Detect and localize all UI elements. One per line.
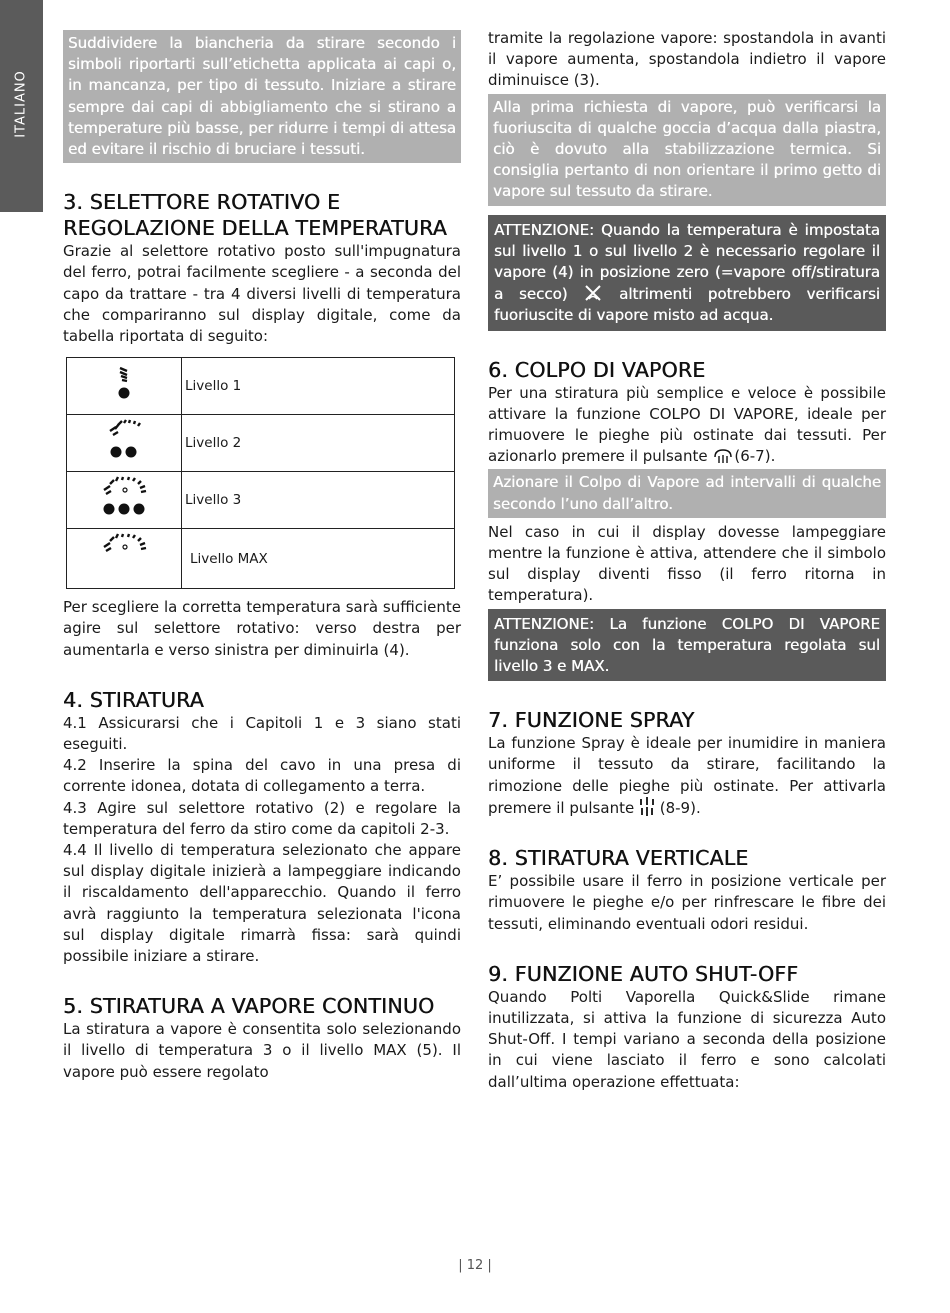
temp-level-2-icon xyxy=(104,419,144,463)
warning-text-a: ATTENZIONE: Quando la temperatura è impostata sul livello 1 o sul livello 2 è necessario regolare il vapore (4) in posizione zero (=vapore off/stiratura a secco) xyxy=(494,220,880,304)
section-8-paragraph: E’ possibile usare il ferro in posizione verticale per rimuovere le pieghe e/o per rinfrescare le fibre dei tessuti, eliminando eventuali odori residui. xyxy=(488,872,886,933)
temp-level-1-icon xyxy=(109,366,139,402)
temp-level-3-icon xyxy=(100,476,148,520)
right-column xyxy=(488,28,886,1093)
section-8-title: 8. STIRATURA VERTICALE xyxy=(488,846,749,871)
section-9-title: 9. FUNZIONE AUTO SHUT-OFF xyxy=(488,961,799,986)
section-5-title: 5. STIRATURA A VAPORE CONTINUO xyxy=(63,994,435,1019)
warning-steam-box xyxy=(488,215,886,331)
section-4-item: 4.3 Agire sul selettore rotativo (2) e regolare la temperatura del ferro da stiro come da capitoli 2-3. xyxy=(63,798,461,838)
language-label: ITALIANO xyxy=(13,70,29,138)
section-4-item: 4.1 Assicurarsi che i Capitoli 1 e 3 siano stati eseguiti. xyxy=(63,713,461,754)
warning-text-b: altrimenti potrebbero verificarsi fuoriuscite di vapore misto ad acqua. xyxy=(494,285,880,325)
section-3-paragraph-2: Per scegliere la corretta temperatura sarà sufficiente agire sul selettore rotativo: verso destra per aumentarla e verso sinistra per diminuirla (4). xyxy=(63,598,461,659)
table-cell-icon xyxy=(67,415,182,472)
page-number: | 12 | xyxy=(458,1258,492,1273)
section-4-item: 4.2 Inserire la spina del cavo in una presa di corrente idonea, dotata di collegamento a terra. xyxy=(63,756,461,796)
warning-steam-shot-box: ATTENZIONE: La funzione COLPO DI VAPORE funziona solo con la temperatura regolata sul livello 3 e MAX. xyxy=(488,609,886,682)
section-5-paragraph-continued: tramite la regolazione vapore: spostandola in avanti il vapore aumenta, spostandola indietro il vapore diminuisce (3). xyxy=(488,29,886,90)
table-row xyxy=(67,472,455,529)
section-7-text: La funzione Spray è ideale per inumidire in maniera uniforme il tessuto da stirare, facilitando la rimozione delle pieghe più ostinate. Per attivarla premere il pulsante xyxy=(488,734,886,817)
table-row xyxy=(67,529,455,589)
temperature-levels-table xyxy=(66,357,455,589)
steam-shot-icon xyxy=(712,447,734,465)
temp-level-max-icon xyxy=(100,533,148,557)
section-9-paragraph: Quando Polti Vaporella Quick&Slide rimane inutilizzata, si attiva la funzione di sicurezza Auto Shut-Off. I tempi variano a seconda della posizione in cui viene lasciato il ferro e sono calcolati dall’ultima operazione effettuata: xyxy=(488,987,886,1091)
section-4-title: 4. STIRATURA xyxy=(63,687,204,712)
section-6-text: Per una stiratura più semplice e veloce è possibile attivare la funzione COLPO DI VAPORE, ideale per rimuovere le pieghe più ostinate dai tessuti. Per azionarlo premere il pulsante xyxy=(488,383,886,466)
section-6-paragraph xyxy=(488,383,886,468)
table-cell-icon xyxy=(67,358,182,415)
section-6-ref: (6-7). xyxy=(734,447,776,466)
table-cell-label: Livello 3 xyxy=(182,472,455,529)
left-column xyxy=(63,28,461,1083)
section-3-paragraph: Grazie al selettore rotativo posto sull'impugnatura del ferro, potrai facilmente scegliere - a seconda del capo da trattare - tra 4 diversi livelli di temperatura che compariranno sul display digitale, come da tabella riportata di seguito: xyxy=(63,242,461,346)
table-row xyxy=(67,415,455,472)
table-cell-label: Livello MAX xyxy=(182,529,455,589)
intro-note-box: Suddividere la biancheria da stirare secondo i simboli riportarti sull’etichetta applicata ai capi o, in mancanza, per tipo di tessuto. Iniziare a stirare sempre dai capi di abbigliamento che si stirano a temperature più basse, per ridurre i tempi di attesa ed evitare il rischio di bruciare i tessuti. xyxy=(63,30,461,163)
spray-icon xyxy=(639,797,655,817)
table-cell-label: Livello 2 xyxy=(182,415,455,472)
table-cell-icon xyxy=(67,529,182,589)
section-4-item: 4.4 Il livello di temperatura selezionato che appare sul display digitale inizierà a lampeggiare indicando il riscaldamento dell'apparecchio. Quando il ferro avrà raggiunto la temperatura selezionata l'icona sul display digitale rimarrà fissa: sarà quindi possibile iniziare a stirare. xyxy=(63,841,461,966)
section-6-title: 6. COLPO DI VAPORE xyxy=(488,357,706,382)
section-7-title: 7. FUNZIONE SPRAY xyxy=(488,708,695,733)
first-steam-note-box: Alla prima richiesta di vapore, può verificarsi la fuoriuscita di qualche goccia d’acqua dalla piastra, ciò è dovuto alla stabilizzazione termica. Si consiglia pertanto di non orientare il primo getto di vapore sul tessuto da stirare. xyxy=(488,94,886,206)
steam-off-icon xyxy=(583,283,603,303)
table-row xyxy=(67,358,455,415)
language-tab xyxy=(0,0,43,212)
table-cell-label: Livello 1 xyxy=(182,358,455,415)
table-cell-icon xyxy=(67,472,182,529)
steam-shot-note-box: Azionare il Colpo di Vapore ad intervalli di qualche secondo l’uno dall’altro. xyxy=(488,469,886,517)
section-7-paragraph xyxy=(488,733,886,819)
section-6-paragraph-2: Nel caso in cui il display dovesse lampeggiare mentre la funzione è attiva, attendere che il simbolo sul display diventi fisso (il ferro ritorna in temperatura). xyxy=(488,522,886,605)
section-7-ref: (8-9). xyxy=(659,798,701,817)
section-3-title: 3. SELETTORE ROTATIVO E REGOLAZIONE DELLA TEMPERATURA xyxy=(63,190,447,241)
section-5-paragraph: La stiratura a vapore è consentita solo selezionando il livello di temperatura 3 o il livello MAX (5). Il vapore può essere regolato xyxy=(63,1020,461,1081)
